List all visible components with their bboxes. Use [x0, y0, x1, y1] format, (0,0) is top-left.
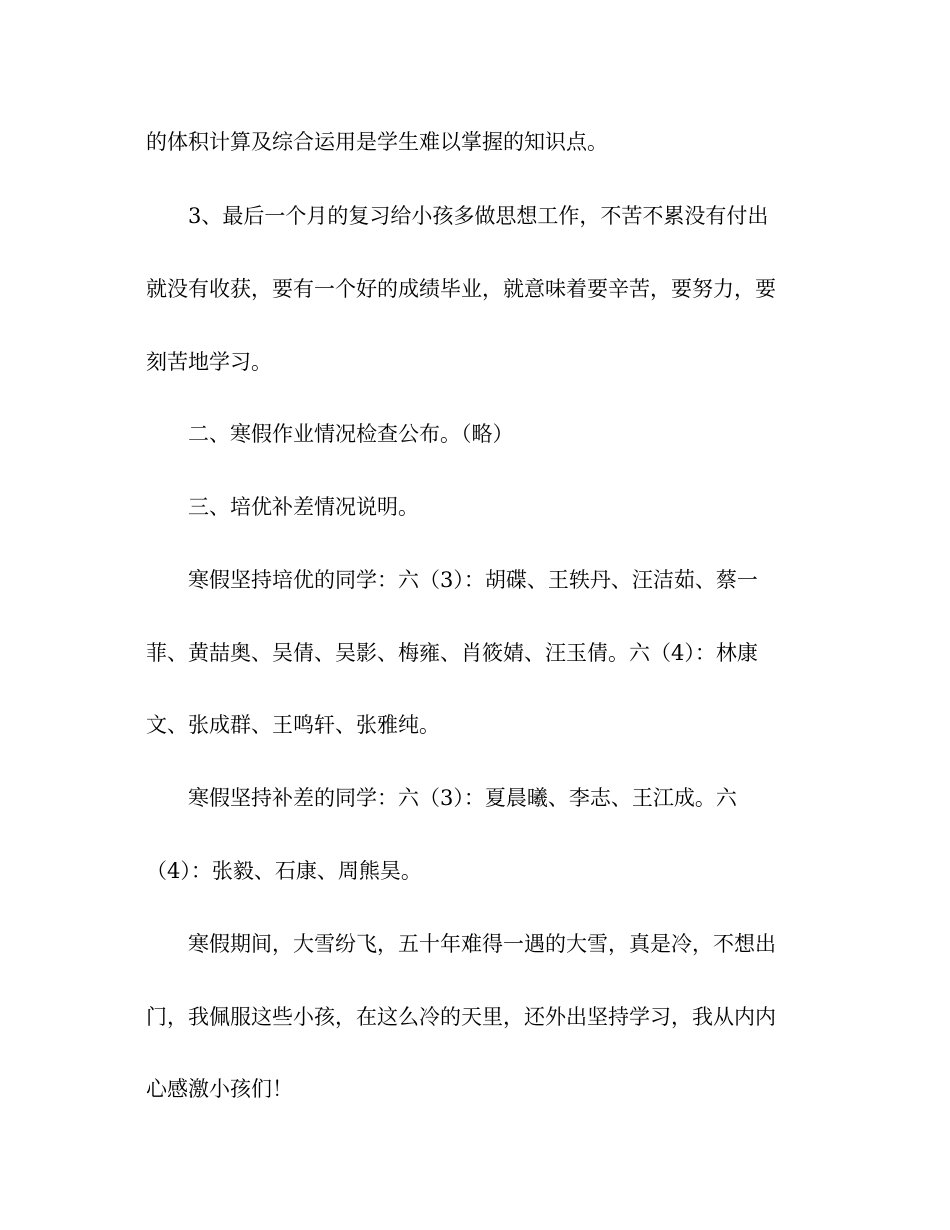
line-text: 3、最后一个月的复习给小孩多做思想工作，不苦不累没有付出 [188, 204, 769, 228]
text-line [188, 560, 950, 600]
line-text: 寒假期间，大雪纷飞，五十年难得一遇的大雪，真是冷，不想出 [188, 932, 776, 956]
text-line [188, 487, 950, 527]
line-text: 门，我佩服这些小孩，在这么冷的天里，还外出坚持学习，我从内内 [146, 1005, 776, 1029]
text-line [146, 633, 950, 673]
line-text: 文、张成群、王鸣轩、张雅纯。 [146, 713, 440, 737]
line-text: 菲、黄喆奥、吴倩、吴影、梅雍、肖筱婧、汪玉倩。六（4）：林康 [146, 641, 758, 665]
text-line [188, 924, 950, 964]
text-line [188, 778, 950, 818]
text-line [188, 414, 950, 454]
text-line [146, 705, 950, 745]
line-text: 三、培优补差情况说明。 [188, 495, 419, 519]
text-line [146, 269, 950, 309]
line-text: （4）：张毅、石康、周熊昊。 [146, 859, 422, 883]
line-text: 刻苦地学习。 [146, 350, 272, 374]
text-line [146, 1069, 950, 1109]
text-line [146, 122, 950, 162]
text-line [146, 997, 950, 1037]
text-line [146, 342, 950, 382]
line-text: 寒假坚持培优的同学：六（3）：胡碟、王轶丹、汪洁茹、蔡一 [188, 568, 758, 592]
text-line [146, 851, 950, 891]
line-text: 二、寒假作业情况检查公布。（略） [188, 422, 514, 446]
line-text: 心感激小孩们！ [146, 1077, 293, 1101]
line-text: 就没有收获，要有一个好的成绩毕业，就意味着要辛苦，要努力，要 [146, 277, 776, 301]
line-text: 寒假坚持补差的同学：六（3）：夏晨曦、李志、王江成。六 [188, 786, 737, 810]
line-text: 的体积计算及综合运用是学生难以掌握的知识点。 [146, 130, 608, 154]
text-line [188, 196, 950, 236]
